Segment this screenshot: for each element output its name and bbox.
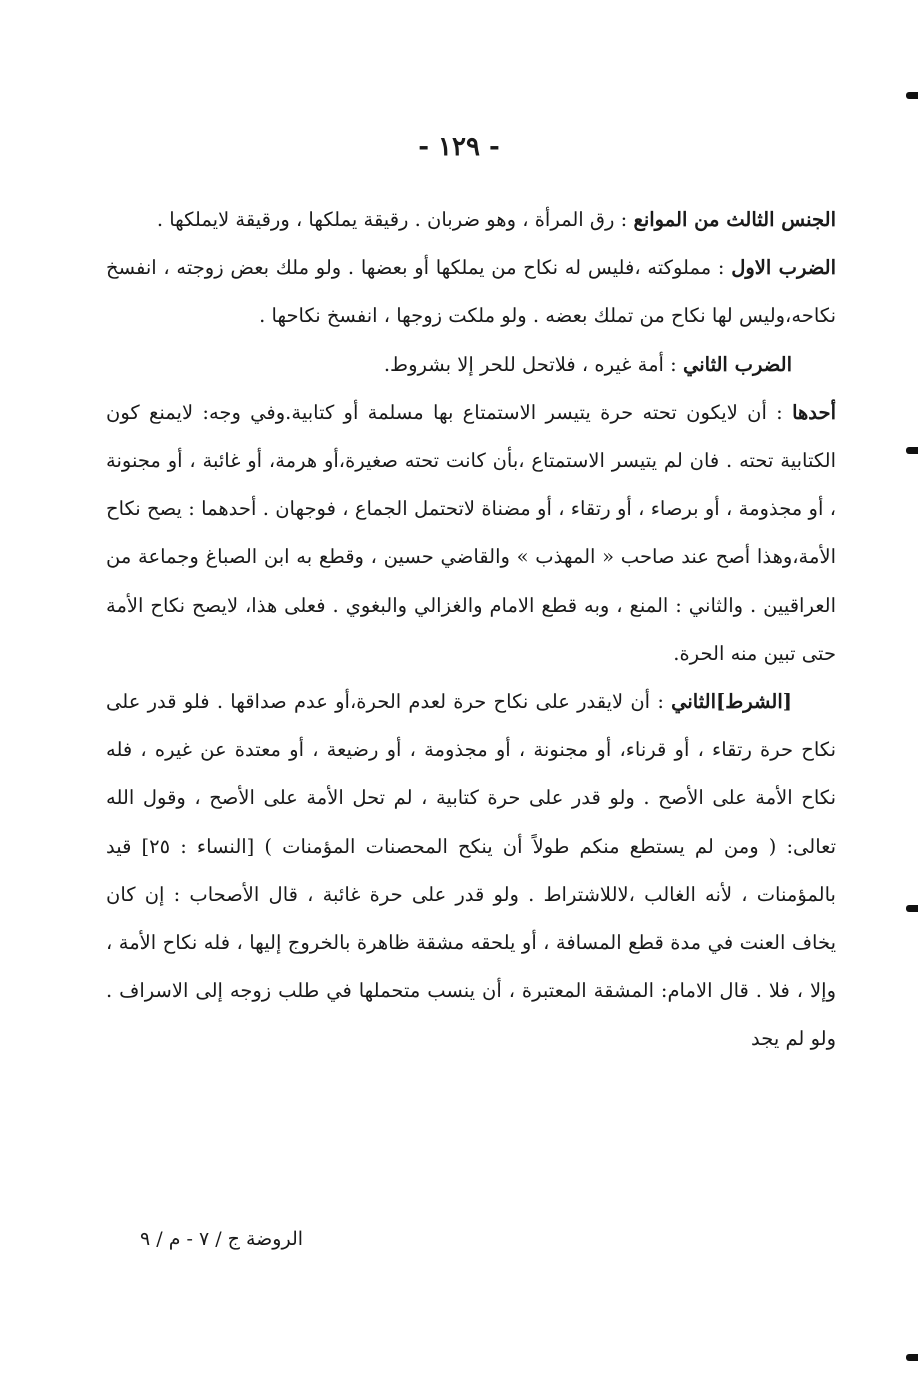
edge-mark: [906, 92, 918, 99]
body-text: [106, 196, 836, 1064]
paragraph-heading: أحدها: [792, 400, 836, 424]
edge-mark: [906, 905, 918, 912]
edge-mark: [906, 447, 918, 454]
paragraph-third-category: [106, 196, 836, 244]
paragraph-text: : أمة غيره ، فلاتحل للحر إلا بشروط.: [383, 352, 683, 376]
paragraph-heading: الجنس الثالث من الموانع: [633, 208, 836, 231]
paragraph-text: : أن لايقدر على نكاح حرة لعدم الحرة،أو عدم صداقها . فلو قدر على نكاح حرة رتقاء ، أو قرناء، أو مجنونة ، أو مجذومة ، أو رضيعة ، أو معتدة عن غيره ، فله نكاح الأمة على الأصح . ولو قدر على حرة كتابية ، لم تحل الأمة على الأصح ، وقول الله تعالى: ( ومن لم يستطع منكم طولاً أن ينكح المحصنات المؤمنات ) [النساء : ٢٥] قيد بالمؤمنات ، لأنه الغالب ،لاللاشتراط . ولو قدر على حرة غائبة ، قال الأصحاب : إن كان يخاف العنت في مدة قطع المسافة ، أو يلحقه مشقة ظاهرة بالخروج إليها ، فله نكاح الأمة ، وإلا ، فلا . قال الامام: المشقة المعتبرة ، أن ينسب متحملها في طلب زوجه إلى الاسراف . ولو لم يجد: [106, 690, 837, 1051]
paragraph-text: : رق المرأة ، وهو ضربان . رقيقة يملكها ، ورقيقة لايملكها .: [156, 208, 634, 231]
paragraph-text: : أن لايكون تحته حرة يتيسر الاستمتاع بها مسلمة أو كتابية.وفي وجه: لايمنع كون الكتابية تحته . فان لم يتيسر الاستمتاع ،بأن كانت تحته صغيرة،أو هرمة، أو غائبة ، أو مجنونة ، أو مجذومة ، أو برصاء ، أو رتقاء ، أو مضناة لاتحتمل الجماع ، فوجهان . أحدهما : يصح نكاح الأمة،وهذا أصح عند صاحب « المهذب » والقاضي حسين ، وقطع به ابن الصباغ وجماعة من العراقيين . والثاني : المنع ، وبه قطع الامام والغزالي والبغوي . فعلى هذا، لايصح نكاح الأمة حتى تبين منه الحرة.: [106, 400, 836, 665]
paragraph-heading: الضرب الثاني: [682, 352, 792, 376]
paragraph-heading: الضرب الاول: [731, 256, 836, 280]
paragraph-text: : مملوكته ،فليس له نكاح من يملكها أو بعضها . ولو ملك بعض زوجته ، انفسخ نكاحه،وليس لها نكاح من تملك بعضه . ولو ملكت زوجها ، انفسخ نكاحها .: [106, 256, 836, 328]
paragraph-second-condition: [106, 678, 836, 1064]
paragraph-heading: [الشرط]الثاني: [671, 690, 792, 714]
page-number: - ١٢٩ -: [418, 132, 500, 162]
paragraph-first-condition: [106, 389, 836, 678]
footer-signature: الروضة ج / ٧ - م / ٩: [140, 1228, 304, 1250]
paragraph-second-type: [106, 341, 836, 389]
edge-mark: [906, 1354, 918, 1361]
paragraph-first-type: [106, 244, 836, 340]
